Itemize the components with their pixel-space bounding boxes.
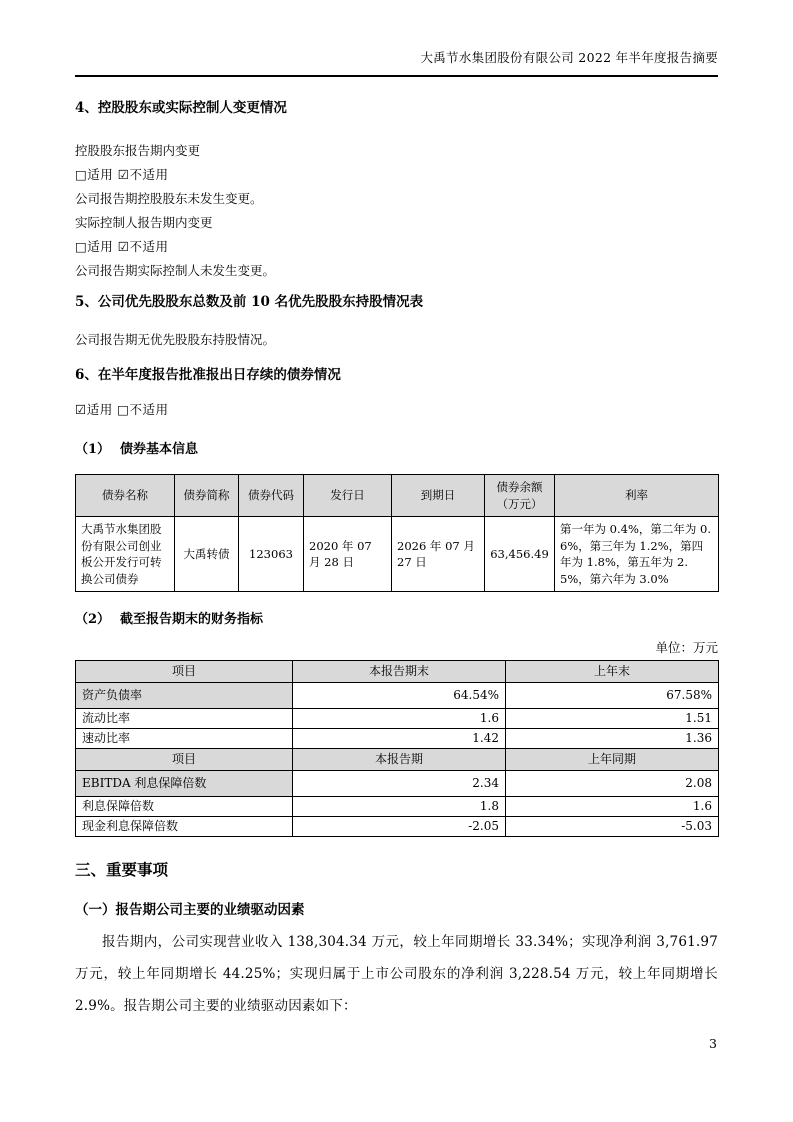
fin-row-prior-value: -5.03 <box>506 817 719 837</box>
bond-col-balance <box>485 475 555 517</box>
section5-body: 公司报告期无优先股股东持股情况。 <box>75 332 276 347</box>
unit-note: 单位：万元 <box>655 640 718 655</box>
bond-info-table <box>75 474 719 592</box>
financial-indicators-table <box>75 660 719 837</box>
fin-row-prior-value: 2.08 <box>506 771 719 797</box>
bond-col-issue: 发行日 <box>304 475 392 517</box>
bond-table-data-row <box>76 517 719 592</box>
fin-row-current-value: 1.42 <box>293 729 506 749</box>
bond-issue-cell: 2020 年 07 月 28 日 <box>304 517 392 592</box>
fin-row-current-ratio <box>76 709 719 729</box>
fin-row-label: 速动比率 <box>76 729 293 749</box>
fin-row-prior-value: 1.36 <box>506 729 719 749</box>
fin-row-current-value: 64.54% <box>293 683 506 709</box>
fin-row-current-value: -2.05 <box>293 817 506 837</box>
fin-row-prior-value: 1.51 <box>506 709 719 729</box>
section4-line3: 实际控制人报告期内变更 <box>75 215 213 230</box>
bond-col-code: 债券代码 <box>239 475 304 517</box>
bond-balance-cell: 63,456.49 <box>485 517 555 592</box>
fin-row-label: 利息保障倍数 <box>76 797 293 817</box>
fin-row-prior-value: 1.6 <box>506 797 719 817</box>
section4-checkline2: □适用 ☑不适用 <box>75 239 169 254</box>
section5-title: 5、公司优先股股东总数及前 10 名优先股股东持股情况表 <box>75 294 424 310</box>
bond-col-balance-line2: （万元） <box>496 496 543 511</box>
fin-header-item: 项目 <box>76 661 293 683</box>
section6-title: 6、在半年度报告批准报出日存续的债券情况 <box>75 367 341 383</box>
fin-row-label: EBITDA 利息保障倍数 <box>76 771 293 797</box>
page-number: 3 <box>709 1036 717 1051</box>
bond-col-name: 债券名称 <box>76 475 175 517</box>
fin-row-label: 现金利息保障倍数 <box>76 817 293 837</box>
chapter-three-title: 三、重要事项 <box>75 860 169 879</box>
bond-col-balance-line1: 债券余额 <box>496 480 543 494</box>
bond-col-short: 债券简称 <box>175 475 239 517</box>
financial-indicators-subtitle-text: 截至报告期末的财务指标 <box>120 612 264 627</box>
bond-info-subtitle-number: （1） <box>75 442 111 457</box>
fin-row-label: 资产负债率 <box>76 683 293 709</box>
bond-due-cell: 2026 年 07 月 27 日 <box>392 517 485 592</box>
financial-indicators-subtitle-number: （2） <box>75 612 111 627</box>
bond-col-rate: 利率 <box>555 475 719 517</box>
bond-short-cell: 大禹转债 <box>175 517 239 592</box>
fin-row-current-value: 1.8 <box>293 797 506 817</box>
section4-line4: 公司报告期实际控制人未发生变更。 <box>75 263 276 278</box>
fin-row-ebitda-coverage <box>76 771 719 797</box>
document-header <box>75 0 718 77</box>
fin-header-current-period: 本报告期 <box>293 749 506 771</box>
fin-header-item: 项目 <box>76 749 293 771</box>
bond-name-cell: 大禹节水集团股份有限公司创业板公开发行可转换公司债券 <box>76 517 175 592</box>
section4-checkline1: □适用 ☑不适用 <box>75 167 169 182</box>
bond-rate-cell: 第一年为 0.4%，第二年为 0.6%，第三年为 1.2%，第四年为 1.8%，第五年为 2.5%，第六年为 3.0% <box>555 517 719 592</box>
fin-row-prior-value: 67.58% <box>506 683 719 709</box>
fin-header-prior-same-period: 上年同期 <box>506 749 719 771</box>
fin-row-current-value: 1.6 <box>293 709 506 729</box>
fin-header-current-period-end: 本报告期末 <box>293 661 506 683</box>
chapter-three-subtitle: （一）报告期公司主要的业绩驱动因素 <box>75 902 305 918</box>
bond-info-subtitle-text: 债券基本信息 <box>120 442 199 457</box>
section4-line2: 公司报告期控股股东未发生变更。 <box>75 191 263 206</box>
performance-drivers-paragraph: 报告期内，公司实现营业收入 138,304.34 万元，较上年同期增长 33.34%；实现净利润 3,761.97 万元，较上年同期增长 44.25%；实现归属于上市公司股东的净利润 3,228.54 万元，较上年同期增长 2.9%。报告期公司主要的业绩驱动因素如下： <box>75 934 718 1014</box>
section4-line1: 控股股东报告期内变更 <box>75 143 201 158</box>
bond-table-header-row <box>76 475 719 517</box>
fin-row-cash-interest-coverage <box>76 817 719 837</box>
fin-table-header-row-2 <box>76 749 719 771</box>
section6-checkline: ☑适用 □不适用 <box>75 402 169 417</box>
bond-info-subtitle <box>75 438 718 457</box>
section4-title: 4、控股股东或实际控制人变更情况 <box>75 100 287 116</box>
fin-row-current-value: 2.34 <box>293 771 506 797</box>
fin-table-header-row-1 <box>76 661 719 683</box>
document-header-title: 大禹节水集团股份有限公司 2022 年半年度报告摘要 <box>420 50 718 65</box>
fin-row-quick-ratio <box>76 729 719 749</box>
bond-col-due: 到期日 <box>392 475 485 517</box>
fin-header-prior-year-end: 上年末 <box>506 661 719 683</box>
bond-code-cell: 123063 <box>239 517 304 592</box>
fin-row-label: 流动比率 <box>76 709 293 729</box>
fin-row-interest-coverage <box>76 797 719 817</box>
financial-indicators-subtitle <box>75 608 718 627</box>
fin-row-debt-ratio <box>76 683 719 709</box>
